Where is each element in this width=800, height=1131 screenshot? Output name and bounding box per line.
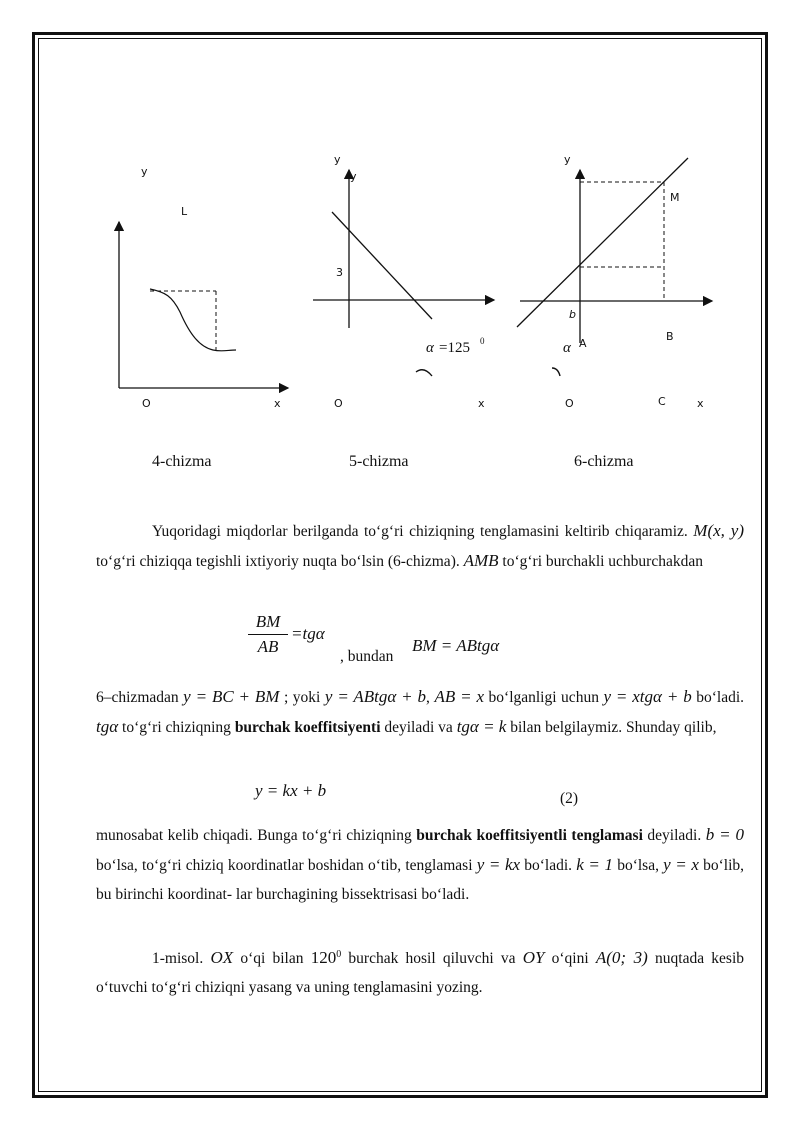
fig4-curve [150, 289, 236, 351]
fig6-intercept-label: b [569, 308, 576, 321]
p2-text-g: deyiladi va [384, 719, 453, 736]
fig6-caption: 6-chizma [574, 453, 634, 470]
p2-text-b: ; yoki [283, 689, 321, 706]
fig6-angle-alpha: α [563, 340, 571, 356]
p3-text-f: bo‘lib, bu birinchi koordinat- lar burchagining bissektrisasi bo‘ladi. [96, 857, 745, 903]
fig6-origin-label: O [565, 397, 574, 410]
p3-text-e: bo‘lsa, [617, 857, 659, 874]
fig5-angle-alpha: α [426, 340, 434, 356]
fig5-caption: 5-chizma [349, 453, 409, 470]
p4-text-d: o‘qini [551, 950, 589, 968]
p3-text-b: deyiladi. [647, 827, 702, 844]
p3-eq-3: k = 1 [576, 855, 613, 874]
p4-text-a: 1-misol. [152, 950, 204, 968]
p1-text-c: to‘g‘ri burchakli uchburchakdan [502, 553, 703, 570]
bundan-text: , bundan [340, 648, 394, 665]
fig5-y-label-inner: y [350, 170, 357, 183]
fig5-origin-label: O [334, 397, 343, 410]
p3-text-c: bo‘lsa, to‘g‘ri chiziq koordinatlar boshidan o‘tib, tenglamasi [96, 857, 473, 874]
fig4-caption: 4-chizma [152, 453, 212, 470]
p2-eq-1: y = BC + BM [183, 687, 280, 706]
p2-text-c: , [426, 689, 430, 706]
p2-text-d: bo‘lganligi uchun [488, 689, 599, 706]
fig5-x-label: x [478, 397, 485, 410]
p4-oy: OY [522, 948, 545, 968]
p3-text-d: bo‘ladi. [524, 857, 573, 874]
p2-eq-5: tgα = k [456, 717, 507, 736]
fig4-y-label: y [141, 165, 148, 178]
fig5-y-label-outer: y [334, 153, 341, 166]
fig6-x-label: x [697, 397, 704, 410]
fraction-rhs: =tgα [291, 624, 325, 643]
p1-triangle: AMB [463, 551, 499, 570]
fig5-angle-value: =125 [439, 340, 470, 356]
p2-text-a: 6–chizmadan [96, 689, 179, 706]
figure-6 [517, 153, 712, 410]
p1-point: M(x, y) [693, 521, 745, 540]
fig6-point-a-label: A [579, 337, 587, 350]
p2-eq-4: y = xtgα + b [603, 687, 692, 706]
main-equation: y = kx + b [255, 781, 327, 800]
p4-degree-sup: 0 [336, 949, 342, 960]
fig4-x-label: x [274, 397, 281, 410]
fig4-origin-label: O [142, 397, 151, 410]
paragraph-3 [96, 820, 744, 909]
bundan-equation: BM = ABtgα [412, 636, 500, 655]
fig6-angle-arc [552, 368, 560, 376]
fig4-curve-label: L [181, 205, 188, 218]
p4-ox: OX [210, 948, 234, 968]
fig5-angle-degree: 0 [480, 336, 485, 346]
p2-text-f: to‘g‘ri chiziqning [122, 719, 231, 736]
fig6-y-label: y [564, 153, 571, 166]
p3-bold-term: burchak koeffitsiyentli tenglamasi [416, 827, 643, 844]
p2-text-e: bo‘ladi. [696, 689, 745, 706]
p4-point: A(0; 3) [595, 948, 648, 968]
fig5-intercept-label: 3 [336, 266, 343, 279]
p4-text-c: burchak hosil qiluvchi va [348, 950, 516, 968]
fig6-point-b-label: B [666, 330, 674, 343]
paragraph-1 [96, 516, 744, 576]
p2-tg: tgα [96, 717, 119, 736]
p1-text-a: Yuqoridagi miqdorlar berilganda to‘g‘ri chiziqning tenglamasini keltirib chiqaramiz. [152, 523, 688, 540]
p4-text-e: nuqtada kesib o‘tuvchi to‘g‘ri chiziqni yasang va uning tenglamasini yozing. [96, 950, 745, 997]
p2-text-h: bilan belgilaymiz. Shunday qilib, [510, 719, 717, 736]
p1-text-b: to‘g‘ri chiziqqa tegishli ixtiyoriy nuqta bo‘lsin (6-chizma). [96, 553, 460, 570]
p3-eq-2: y = kx [476, 855, 521, 874]
p3-eq-1: b = 0 [705, 825, 745, 844]
fraction-denominator: AB [257, 637, 279, 656]
p4-degree: 120 [310, 948, 337, 968]
p3-eq-4: y = x [663, 855, 699, 874]
fig5-line [332, 212, 432, 319]
figure-4 [119, 165, 288, 410]
fig5-angle-arc [416, 370, 432, 376]
p2-bold-term: burchak koeffitsiyenti [234, 719, 381, 736]
p4-text-b: o‘qi bilan [240, 950, 304, 968]
p2-eq-3: AB = x [434, 687, 485, 706]
paragraph-4 [96, 940, 744, 1002]
p2-eq-2: y = ABtgα + b [324, 687, 427, 706]
fig6-point-m-label: M [670, 191, 680, 204]
figures-panel [0, 120, 800, 560]
fraction-numerator: BM [248, 612, 288, 635]
equation-number: (2) [560, 790, 579, 807]
figure-5 [313, 153, 494, 410]
paragraph-2 [96, 682, 744, 742]
p3-text-a: munosabat kelib chiqadi. Bunga to‘g‘ri chiziqning [96, 827, 412, 844]
fig6-point-c-label: C [658, 395, 666, 408]
fraction [248, 612, 288, 657]
